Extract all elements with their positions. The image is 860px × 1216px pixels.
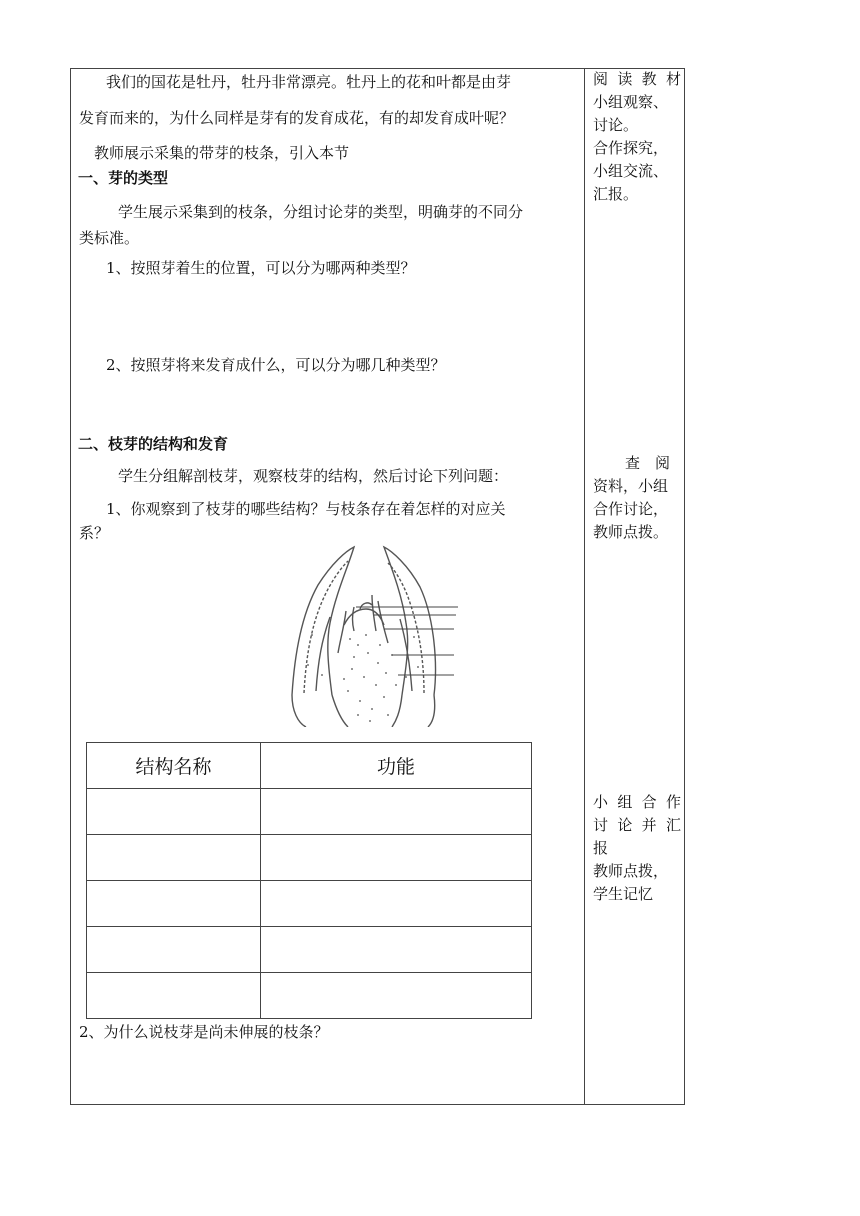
table-cell — [261, 789, 532, 835]
table-row — [87, 789, 532, 835]
question-structure-line-2: 系？ — [79, 524, 110, 542]
table-row — [87, 927, 532, 973]
intro-line-1: 我们的国花是牡丹，牡丹非常漂亮。牡丹上的花和叶都是由芽 — [106, 73, 512, 91]
side-note-2-line-1: 查 阅 — [625, 454, 671, 472]
header-structure-name: 结构名称 — [87, 743, 261, 789]
side-note-3-line-1: 小组合作 — [593, 793, 681, 811]
side-note-1-line-2: 小组观察、 — [593, 93, 669, 111]
side-note-2-line-3: 合作讨论， — [593, 500, 669, 518]
intro-line-2: 发育而来的，为什么同样是芽有的发育成花，有的却发育成叶呢？ — [79, 109, 515, 127]
table-cell — [261, 835, 532, 881]
intro-line-3: 教师展示采集的带芽的枝条，引入本节 — [94, 144, 350, 162]
question-bud-position: 1、按照芽着生的位置，可以分为哪两种类型？ — [106, 259, 416, 277]
bud-section-diagram — [288, 545, 460, 727]
side-note-3-line-5: 学生记忆 — [593, 885, 654, 903]
table-row — [87, 973, 532, 1019]
table-row — [87, 835, 532, 881]
section-2-paragraph: 学生分组解剖枝芽，观察枝芽的结构，然后讨论下列问题： — [118, 467, 509, 485]
question-unextended-branch: 2、为什么说枝芽是尚未伸展的枝条？ — [79, 1023, 329, 1041]
table-cell — [87, 973, 261, 1019]
table-cell — [261, 927, 532, 973]
section-1-heading: 一、芽的类型 — [78, 169, 169, 187]
side-note-1-line-1: 阅读教材 — [593, 70, 681, 88]
side-note-3-line-3: 报 — [593, 839, 609, 857]
table-cell — [87, 835, 261, 881]
table-cell — [261, 973, 532, 1019]
table-cell — [87, 927, 261, 973]
side-note-1-line-4: 合作探究， — [593, 139, 669, 157]
question-structure-line-1: 1、你观察到了枝芽的哪些结构？与枝条存在着怎样的对应关 — [106, 500, 506, 518]
column-divider — [584, 68, 585, 1105]
question-bud-development: 2、按照芽将来发育成什么，可以分为哪几种类型？ — [106, 356, 446, 374]
structure-function-table — [86, 742, 532, 1019]
table-cell — [87, 789, 261, 835]
table-header-row — [87, 743, 532, 789]
section-1-paragraph-line-2: 类标准。 — [79, 229, 140, 247]
table-cell — [261, 881, 532, 927]
side-note-3-line-2: 讨论并汇 — [593, 816, 681, 834]
side-note-3-line-4: 教师点拨， — [593, 862, 669, 880]
section-1-paragraph-line-1: 学生展示采集到的枝条，分组讨论芽的类型，明确芽的不同分 — [118, 203, 524, 221]
table-row — [87, 881, 532, 927]
side-note-1-line-6: 汇报。 — [593, 185, 639, 203]
section-2-heading: 二、枝芽的结构和发育 — [78, 435, 229, 453]
table-cell — [87, 881, 261, 927]
header-function: 功能 — [261, 743, 532, 789]
side-note-1-line-3: 讨论。 — [593, 116, 639, 134]
side-note-1-line-5: 小组交流、 — [593, 162, 669, 180]
side-note-2-line-4: 教师点拨。 — [593, 523, 669, 541]
side-note-2-line-2: 资料，小组 — [593, 477, 669, 495]
